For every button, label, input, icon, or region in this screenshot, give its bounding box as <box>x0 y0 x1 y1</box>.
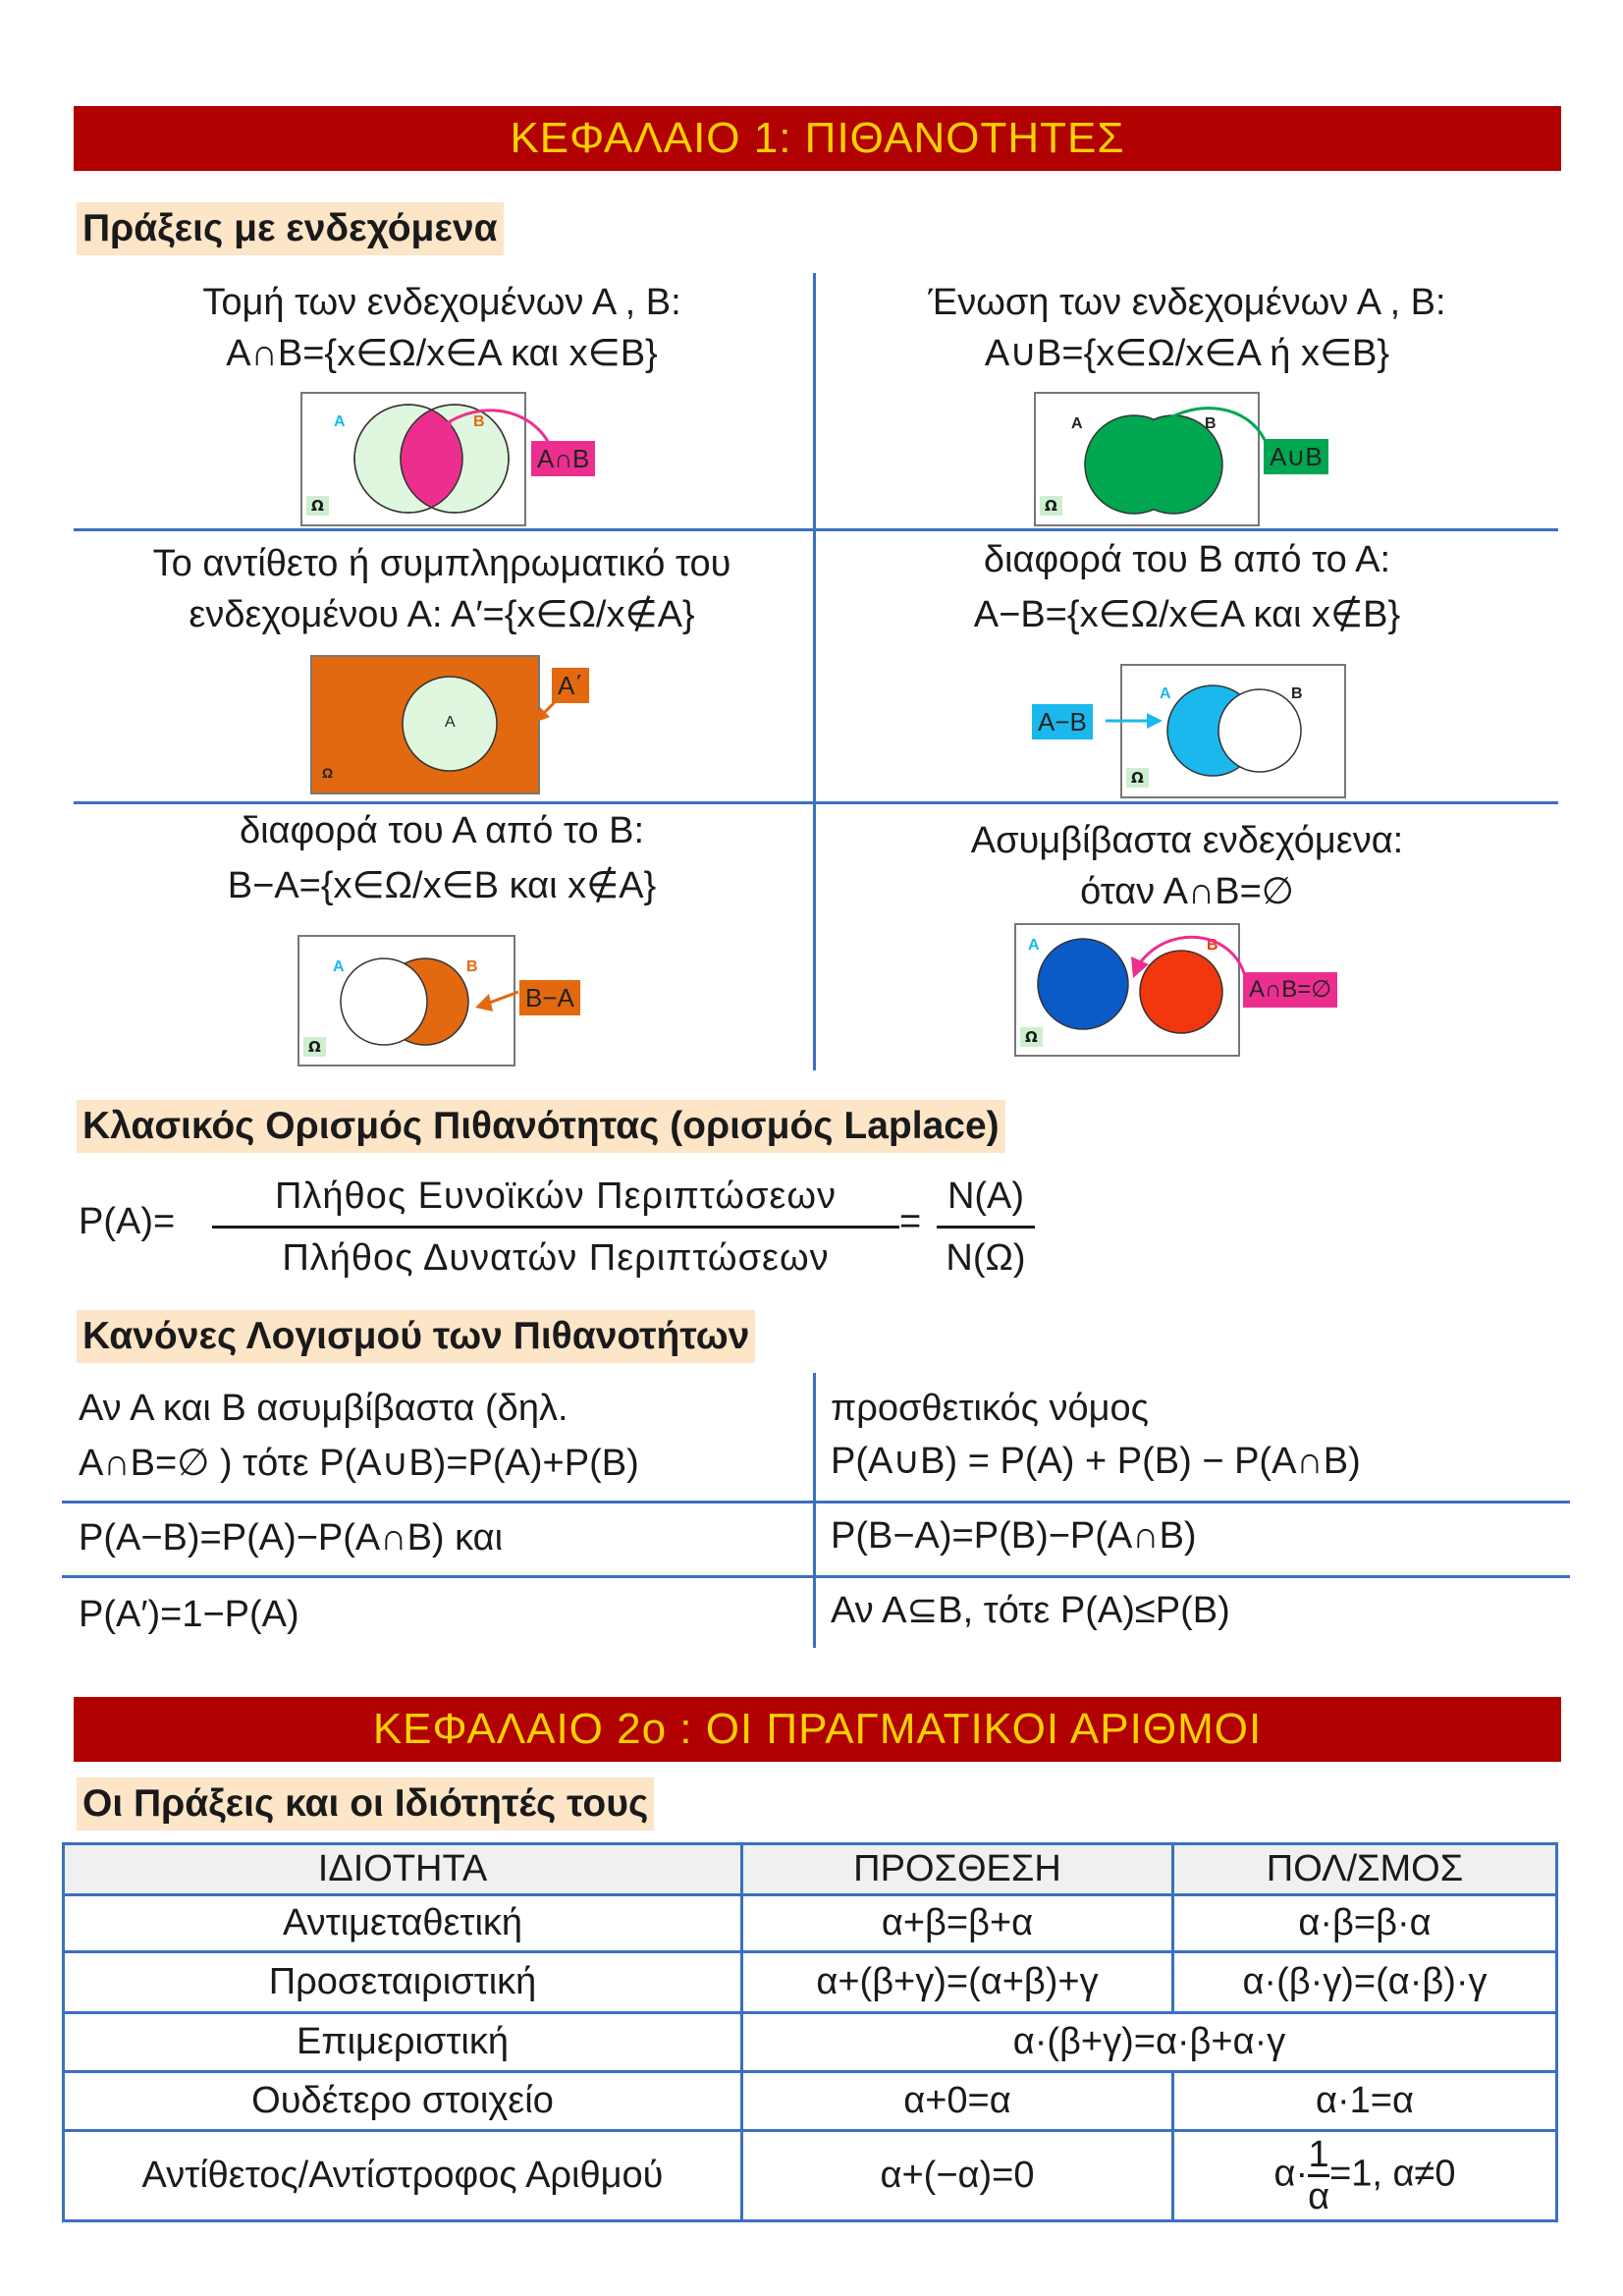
events-grid-hline-1 <box>74 528 1558 531</box>
complement-formula: ενδεχομένου Α: Α′={x∈Ω/x∉Α} <box>189 594 695 635</box>
rule-disjoint-line1: Αν Α και Β ασυμβίβαστα (δηλ. <box>79 1388 568 1429</box>
properties-table <box>62 1842 1558 2222</box>
omega-label: Ω <box>306 496 329 516</box>
multiplication-formula: α·(β·γ)=(α·β)·γ <box>1173 1952 1557 2013</box>
disjoint-arrow-icon <box>1119 925 1257 984</box>
rules-hline-1 <box>62 1501 1570 1503</box>
omega-label: Ω <box>303 1037 326 1057</box>
fraction-bar <box>937 1226 1035 1229</box>
addition-formula: α+β=β+α <box>742 1895 1173 1952</box>
rule-diff-ab: P(A−B)=P(A)−P(A∩B) και <box>79 1517 504 1558</box>
rules-vline <box>813 1373 816 1648</box>
rule-diff-ba: P(B−A)=P(B)−P(A∩B) <box>831 1515 1197 1557</box>
property-name: Αντίθετος/Αντίστροφος Αριθμού <box>64 2131 742 2221</box>
laplace-lhs: P(A)= <box>79 1201 176 1242</box>
property-name: Επιμεριστική <box>64 2013 742 2072</box>
complement-venn-svg <box>312 657 538 793</box>
multiplication-formula: α·β=β·α <box>1173 1895 1557 1952</box>
omega-label: Ω <box>1020 1027 1043 1047</box>
inverse-mul-prefix: α· <box>1273 2153 1309 2195</box>
table-row <box>64 2131 1557 2221</box>
property-name: Ουδέτερο στοιχείο <box>64 2072 742 2131</box>
laplace-numerator-n: N(A) <box>947 1175 1025 1217</box>
laplace-numerator: Πλήθος Ευνοϊκών Περιπτώσεων <box>274 1175 838 1217</box>
fraction-bar <box>212 1226 899 1229</box>
union-title: Ένωση των ενδεχομένων Α , Β: <box>928 282 1446 323</box>
addition-formula: α+(−α)=0 <box>742 2131 1173 2221</box>
distributive-formula: α·(β+γ)=α·β+α·γ <box>742 2013 1557 2072</box>
disjoint-title: Ασυμβίβαστα ενδεχόμενα: <box>970 820 1404 861</box>
rule-subset: Αν Α⊆Β, τότε P(A)≤P(B) <box>831 1590 1230 1631</box>
disjoint-formula: όταν Α∩Β=∅ <box>1080 871 1294 912</box>
laplace-denominator-n: N(Ω) <box>946 1237 1026 1279</box>
complement-venn <box>310 655 540 794</box>
addition-formula: α+0=α <box>742 2072 1173 2131</box>
intersection-tag: Α∩Β <box>531 441 595 476</box>
table-header-row <box>64 1844 1557 1895</box>
chapter1-title: ΚΕΦΑΛΑΙΟ 1: ΠΙΘΑΝΟΤΗΤΕΣ <box>74 106 1561 171</box>
table-row <box>64 1895 1557 1952</box>
diff-ab-title: διαφορά του Β από το Α: <box>983 539 1391 580</box>
table-row <box>64 1952 1557 2013</box>
multiplication-formula: α·1=α <box>1173 2072 1557 2131</box>
rule-complement: P(A′)=1−P(A) <box>79 1594 299 1635</box>
diff-ba-title: διαφορά του Α από το Β: <box>239 810 645 851</box>
diff-ba-formula: Β−Α={x∈Ω/x∈Β και x∉Α} <box>227 865 657 906</box>
set-a-label: A <box>1160 685 1171 702</box>
section-properties-heading: Οι Πράξεις και οι Ιδιότητές τους <box>77 1777 654 1831</box>
chapter2-title: ΚΕΦΑΛΑΙΟ 2ο : ΟΙ ΠΡΑΓΜΑΤΙΚΟΙ ΑΡΙΘΜΟΙ <box>74 1697 1561 1762</box>
inverse-numerator: 1 <box>1308 2134 1329 2175</box>
set-a-label: A <box>334 413 346 430</box>
rule-additive-title: προσθετικός νόμος <box>831 1388 1149 1429</box>
set-b-label: B <box>1205 415 1217 432</box>
table-row <box>64 2072 1557 2131</box>
header-property: ΙΔΙΟΤΗΤΑ <box>64 1844 742 1895</box>
laplace-equals: = <box>899 1201 922 1242</box>
disjoint-tag: Α∩Β=∅ <box>1243 972 1337 1008</box>
set-a-label: A <box>1071 415 1083 432</box>
union-arrow-icon <box>1139 393 1276 462</box>
set-a-label: A <box>445 714 456 731</box>
omega-label: Ω <box>1040 496 1062 516</box>
diff-ab-arrow-icon <box>1106 707 1164 737</box>
laplace-denominator: Πλήθος Δυνατών Περιπτώσεων <box>282 1237 830 1279</box>
header-multiplication: ΠΟΛ/ΣΜΟΣ <box>1173 1844 1557 1895</box>
table-row <box>64 2013 1557 2072</box>
set-a-label: A <box>1028 937 1040 954</box>
complement-tag: Α΄ <box>552 668 589 703</box>
diff-ba-arrow-icon <box>471 982 520 1021</box>
complement-title: Το αντίθετο ή συμπληρωματικό του <box>152 543 731 584</box>
set-b-label: B <box>466 958 478 975</box>
intersection-title: Τομή των ενδεχομένων Α , Β: <box>202 282 681 323</box>
diff-ab-formula: Α−Β={x∈Ω/x∈Α και x∉Β} <box>973 594 1401 635</box>
diff-ba-tag: Β−Α <box>519 980 580 1015</box>
set-a-label: A <box>333 958 345 975</box>
laplace-fraction-n <box>937 1171 1035 1284</box>
inverse-fraction <box>1308 2135 1329 2216</box>
property-name: Αντιμεταθετική <box>64 1895 742 1952</box>
events-grid-vline <box>813 273 816 1070</box>
set-b-label: B <box>473 413 485 430</box>
union-tag: Α∪Β <box>1264 439 1328 474</box>
set-b-label: B <box>1291 685 1303 702</box>
laplace-fraction <box>212 1171 899 1284</box>
omega-label: Ω <box>322 765 334 781</box>
header-addition: ΠΡΟΣΘΕΣΗ <box>742 1844 1173 1895</box>
events-grid-hline-2 <box>74 801 1558 804</box>
section-laplace-heading: Κλασικός Ορισμός Πιθανότητας (ορισμός Laplace) <box>77 1100 1005 1153</box>
omega-label: Ω <box>1126 768 1149 788</box>
section-rules-heading: Κανόνες Λογισμού των Πιθανοτήτων <box>77 1310 755 1363</box>
section-events-heading: Πράξεις με ενδεχόμενα <box>77 202 504 255</box>
property-name: Προσεταιριστική <box>64 1952 742 2013</box>
inverse-denominator: α <box>1308 2176 1330 2217</box>
diff-ab-tag: Α−Β <box>1032 704 1093 739</box>
rules-hline-2 <box>62 1575 1570 1578</box>
addition-formula: α+(β+γ)=(α+β)+γ <box>742 1952 1173 2013</box>
set-b-label: B <box>1207 937 1218 954</box>
multiplication-formula <box>1173 2131 1557 2221</box>
inverse-mul-suffix: =1, α≠0 <box>1329 2153 1456 2195</box>
intersection-formula: Α∩Β={x∈Ω/x∈Α και x∈Β} <box>226 333 658 374</box>
rule-additive-formula: P(A∪B) = P(A) + P(B) − P(A∩B) <box>831 1441 1361 1482</box>
union-formula: Α∪Β={x∈Ω/x∈Α ή x∈Β} <box>984 333 1390 374</box>
rule-disjoint-line2: Α∩Β=∅ ) τότε P(A∪B)=P(A)+P(B) <box>79 1443 639 1484</box>
